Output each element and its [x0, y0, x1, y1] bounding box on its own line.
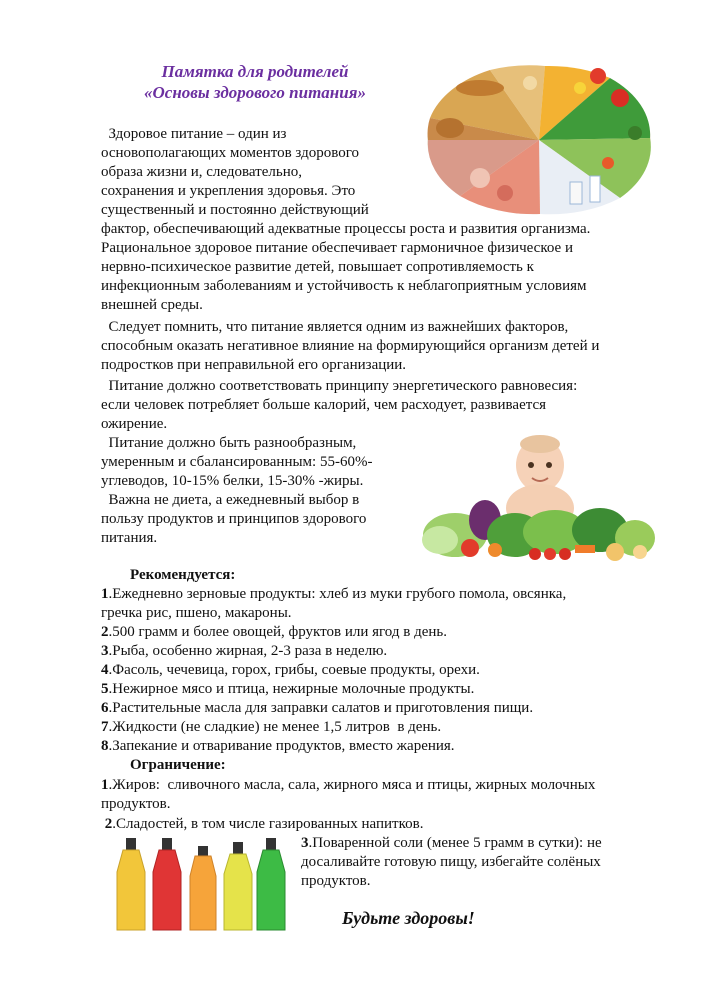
list-item: гречка рис, пшено, макароны. — [101, 605, 292, 621]
intro-line: Рациональное здоровое питание обеспечивает гармоничное физическое и — [101, 240, 573, 256]
intro-line: существенный и постоянно действующий — [101, 202, 369, 218]
intro-line: основополагающих моментов здорового — [101, 145, 359, 161]
list-item: 7.Жидкости (не сладкие) не менее 1,5 литров в день. — [101, 719, 442, 735]
intro-line: нервно-психическое развитие детей, повышает сопротивляемость к — [101, 259, 534, 275]
balance-line: Питание должно быть разнообразным, — [101, 435, 357, 451]
list-item: 3.Поваренной соли (менее 5 грамм в сутки): не — [301, 835, 602, 851]
intro-line: Здоровое питание – один из — [101, 126, 287, 142]
list-item: 1.Ежедневно зерновые продукты: хлеб из муки грубого помола, овсянка, — [101, 586, 567, 602]
baby-vegetables-image — [415, 430, 657, 565]
list-item: 5.Нежирное мясо и птица, нежирные молочные продукты. — [101, 681, 475, 697]
intro-line: инфекционным заболеваниям и устойчивость к неблагоприятным условиям — [101, 278, 587, 294]
list-item: 2.500 грамм и более овощей, фруктов или ягод в день. — [101, 624, 447, 640]
soda-bottles-image — [103, 836, 295, 932]
intro-line: подростков при неправильной его организации. — [101, 357, 407, 373]
intro-line: ожирение. — [101, 416, 168, 432]
title-line-2: «Основы здорового питания» — [144, 83, 366, 102]
closing-phrase: Будьте здоровы! — [342, 908, 475, 928]
balance-line: пользу продуктов и принципов здорового — [101, 511, 367, 527]
intro-line: Следует помнить, что питание является одним из важнейших факторов, — [101, 319, 569, 335]
list-item: 4.Фасоль, чечевица, горох, грибы, соевые продукты, орехи. — [101, 662, 480, 678]
balance-line: углеводов, 10-15% белки, 15-30% -жиры. — [101, 473, 364, 489]
intro-line: фактор, обеспечивающий адекватные процессы роста и развития организма. — [101, 221, 591, 237]
intro-line: сохранения и укрепления здоровья. Это — [101, 183, 356, 199]
title-line-1: Памятка для родителей — [161, 62, 349, 81]
list-item: 6.Растительные масла для заправки салатов и приготовления пищи. — [101, 700, 534, 716]
list-item: 8.Запекание и отваривание продуктов, вместо жарения. — [101, 738, 455, 754]
intro-line: Питание должно соответствовать принципу энергетического равновесия: — [101, 378, 578, 394]
intro-line: если человек потребляет больше калорий, чем расходует, развивается — [101, 397, 547, 413]
list-item: 3.Рыба, особенно жирная, 2-3 раза в неделю. — [101, 643, 388, 659]
list-item: продуктов. — [101, 796, 171, 812]
list-item: досаливайте готовую пищу, избегайте солёных — [301, 854, 601, 870]
intro-line: внешней среды. — [101, 297, 203, 313]
list-item: 1.Жиров: сливочного масла, сала, жирного мяса и птицы, жирных молочных — [101, 777, 596, 793]
restriction-heading: Ограничение: — [130, 757, 226, 773]
intro-line: образа жизни и, следовательно, — [101, 164, 302, 180]
balance-line: умеренным и сбалансированным: 55-60%- — [101, 454, 373, 470]
food-plate-image — [420, 58, 658, 216]
intro-line: способным оказать негативное влияние на формирующийся организм детей и — [101, 338, 600, 354]
balance-line: Важна не диета, а ежедневный выбор в — [101, 492, 360, 508]
list-item: продуктов. — [301, 873, 371, 889]
recommended-heading: Рекомендуется: — [130, 567, 236, 583]
list-item: 2.Сладостей, в том числе газированных напитков. — [101, 816, 424, 832]
balance-line: питания. — [101, 530, 158, 546]
